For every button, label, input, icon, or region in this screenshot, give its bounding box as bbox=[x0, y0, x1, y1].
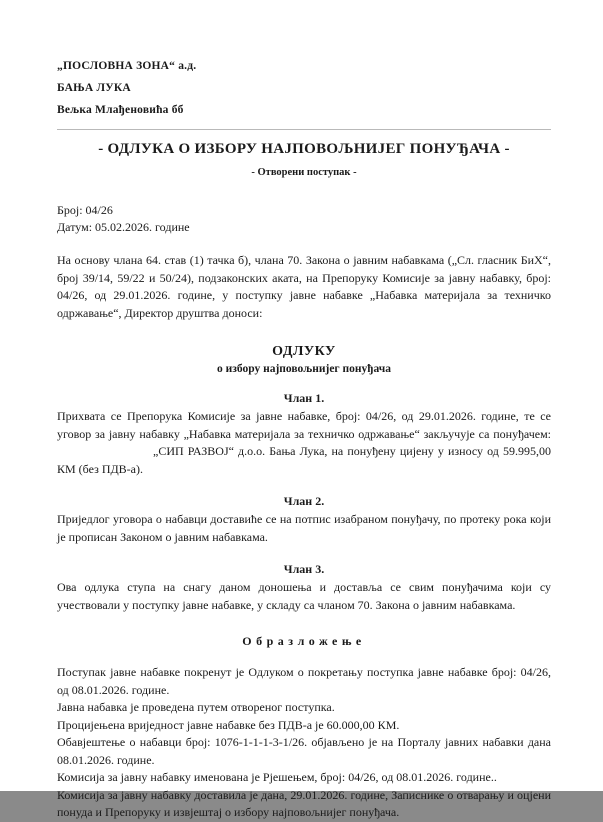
article-3-heading: Члан 3. bbox=[283, 562, 325, 576]
document-subtitle: - Отворени поступак - bbox=[251, 167, 357, 178]
document-title: - ОДЛУКА О ИЗБОРУ НАЈПОВОЉНИЈЕГ ПОНУЂАЧА - bbox=[98, 141, 510, 157]
reasoning-line: Поступак јавне набавке покренут је Одлуком о покретању поступка јавне набавке број: 04/26, од 08.01.2026. године. bbox=[57, 665, 551, 697]
reasoning-line: Комисија за јавну набавку доставила је дана, 29.01.2026. године, Записнике о отварању и оцјени понуда и Препоруку и извјештај о избору најповољнијег понуђача. bbox=[57, 787, 551, 819]
article-2-heading: Члан 2. bbox=[283, 494, 325, 508]
reasoning-line: Процијењена вриједност јавне набавке без ПДВ-а је 60.000,00 КМ. bbox=[57, 717, 400, 732]
document-date: Датум: 05.02.2026. године bbox=[57, 220, 190, 234]
letterhead-address: Вељка Млађеновића бб bbox=[57, 104, 184, 116]
act-subtitle: о избору најповољнијег понуђача bbox=[217, 363, 391, 375]
reasoning-block bbox=[57, 664, 551, 822]
reasoning-line: Јавна набавка је проведена путем отвореног поступка. bbox=[57, 700, 335, 714]
article-3-body: Ова одлука ступа на снагу даном доношења и доставља се свим понуђачима који су учествовали у поступку јавне набавке, у складу са чланом 70. Закона о јавним набавкама. bbox=[57, 580, 551, 612]
act-title: ОДЛУКУ bbox=[272, 344, 336, 359]
document-meta bbox=[57, 202, 551, 236]
letterhead bbox=[57, 0, 551, 121]
letterhead-company: „ПОСЛОВНА ЗОНА“ а.д. bbox=[57, 60, 197, 72]
article-1-selected-bidder: „СИП РАЗВОЈ“ д.о.о. Бања Лука, на понуђену цијену у износу од 59.995,00 КМ (без ПДВ-а). bbox=[57, 444, 551, 476]
letterhead-city: БАЊА ЛУКА bbox=[57, 82, 131, 94]
preamble-paragraph: На основу члана 64. став (1) тачка б), члана 70. Закона о јавним набавкама („Сл. гласник БиХ“, број 39/14, 59/22 и 50/24), подзаконских аката, на Препоруку Комисије за јавну набавку, број: 04/26, од 29.01.2026. године, у поступку јавне набавке „Набавка материјала за техничко одржавање“, Директор друштва доноси: bbox=[57, 253, 551, 320]
article-1-body bbox=[57, 408, 551, 478]
header-divider bbox=[57, 129, 551, 130]
reasoning-line: Комисија за јавну набавку именована је Рјешењем, број: 04/26, од 08.01.2026. године.. bbox=[57, 770, 497, 784]
document-number: Број: 04/26 bbox=[57, 203, 113, 217]
document-sheet bbox=[57, 0, 551, 822]
article-1-text-part1: Прихвата се Препорука Комисије за јавне набавке, број: 04/26, од 29.01.2026. године, те се уговор за јавну набавку „Набавка материјала за техничко одржавање“ закључује са понуђачем: bbox=[57, 409, 551, 441]
article-1-heading: Члан 1. bbox=[283, 391, 325, 405]
reasoning-heading: Образложење bbox=[242, 634, 366, 648]
reasoning-line: Обавјештење о набавци број: 1076-1-1-1-3-1/26. објављено је на Порталу јавних набавки дана 08.01.2026. године. bbox=[57, 735, 551, 767]
article-2-body: Приједлог уговора о набавци доставиће се на потпис изабраном понуђачу, по протеку рока који је прописан Законом о јавним набавкама. bbox=[57, 512, 551, 544]
